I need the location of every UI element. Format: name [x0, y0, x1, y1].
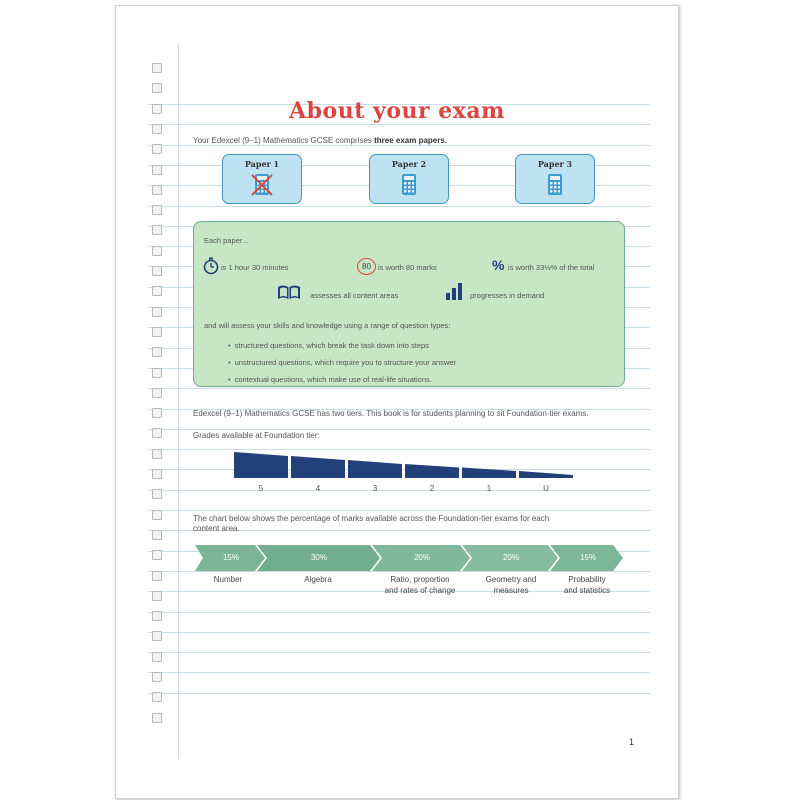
margin-line [178, 44, 179, 758]
category-line: and rates of change [384, 586, 456, 595]
grade-label: 3 [372, 484, 378, 493]
intro-bold: three exam papers. [374, 136, 448, 145]
content-split-intro-1: The chart below shows the percentage of marks available across the Foundation-tier exams for each [193, 514, 550, 523]
binder-hole [152, 266, 162, 276]
tiers-text: Edexcel (9–1) Mathematics GCSE has two tiers. This book is for students planning to sit Foundation-tier exams. [193, 409, 589, 418]
weight-text: is worth 33⅓% of the total [508, 263, 595, 272]
page-title: About your exam [289, 98, 505, 124]
category-line: Algebra [304, 575, 332, 584]
calculator-icon [544, 173, 566, 197]
grade-label: 5 [258, 484, 264, 493]
grade-label: U [543, 484, 549, 493]
ruled-line [148, 206, 650, 207]
category-line: and statistics [563, 586, 611, 595]
binder-hole [152, 428, 162, 438]
binder-hole [152, 307, 162, 317]
demand-text: progresses in demand [470, 291, 545, 300]
paper-1-label: Paper 1 [244, 159, 280, 169]
binder-hole [152, 692, 162, 702]
binder-hole [152, 63, 162, 73]
category-label [552, 574, 622, 596]
grade-bars-chart [234, 450, 584, 480]
binder-hole [152, 652, 162, 662]
paper-3-card [515, 154, 595, 204]
grade-bar [405, 464, 459, 478]
page-number: 1 [628, 737, 634, 747]
question-type-item: • contextual questions, which make use of real-life situations. [228, 375, 432, 384]
ruled-line [148, 429, 650, 430]
grade-bar [462, 468, 516, 479]
binder-hole [152, 631, 162, 641]
question-type-item: • structured questions, which break the task down into steps [228, 341, 429, 350]
binder-hole [152, 510, 162, 520]
ruled-line [148, 388, 650, 389]
ruled-line [148, 672, 650, 673]
duration-text: is 1 hour 30 minutes [221, 263, 289, 272]
percent-label: 15% [222, 553, 239, 562]
skills-text: and will assess your skills and knowledge using a range of question types: [204, 321, 451, 330]
ruled-line [148, 571, 650, 572]
category-label [264, 574, 372, 585]
category-line: Number [213, 575, 243, 584]
grades-heading: Grades available at Foundation tier: [193, 431, 320, 440]
content-area-chevrons [195, 545, 625, 571]
binder-hole [152, 550, 162, 560]
no-calculator-icon [251, 173, 273, 197]
marks-text: is worth 80 marks [378, 263, 437, 272]
binder-hole [152, 83, 162, 93]
binder-hole [152, 591, 162, 601]
binder-hole [152, 246, 162, 256]
ruled-line [148, 145, 650, 146]
ruled-line [148, 124, 650, 125]
ruled-line [148, 510, 650, 511]
binder-hole [152, 205, 162, 215]
binder-hole [152, 286, 162, 296]
category-line: Probability [568, 575, 606, 584]
binder-hole [152, 327, 162, 337]
binder-hole [152, 165, 162, 175]
workbook-page [115, 5, 679, 799]
marks-badge-icon: 80 [357, 258, 376, 275]
content-areas-text: assesses all content areas [310, 291, 399, 300]
binder-hole [152, 408, 162, 418]
binder-hole [152, 124, 162, 134]
binder-hole [152, 347, 162, 357]
ruled-line [148, 632, 650, 633]
percent-icon: % [492, 257, 505, 273]
percent-label: 30% [310, 553, 327, 562]
each-paper-info-box [193, 221, 625, 387]
question-type-item: • unstructured questions, which require you to structure your answer [228, 358, 456, 367]
binder-hole [152, 611, 162, 621]
grade-label: 1 [486, 484, 492, 493]
content-split-intro-2: content area. [193, 524, 240, 533]
bar-chart-icon [445, 282, 463, 300]
category-label [374, 574, 466, 596]
ruled-line [148, 693, 650, 694]
category-label [471, 574, 551, 596]
binder-hole [152, 368, 162, 378]
paper-2-label: Paper 2 [391, 159, 427, 169]
binder-hole [152, 713, 162, 723]
binder-hole [152, 489, 162, 499]
ruled-line [148, 490, 650, 491]
grade-label: 4 [315, 484, 321, 493]
category-line: Ratio, proportion [390, 575, 450, 584]
grade-bar [348, 460, 402, 478]
binder-hole [152, 185, 162, 195]
binder-hole [152, 571, 162, 581]
ruled-line [148, 652, 650, 653]
paper-3-label: Paper 3 [537, 159, 573, 169]
intro-prefix: Your Edexcel (9–1) Mathematics GCSE comprises [193, 136, 375, 145]
grade-bar [234, 452, 288, 478]
binder-hole [152, 144, 162, 154]
category-label [198, 574, 258, 585]
grade-bar [291, 456, 345, 478]
ruled-line [148, 612, 650, 613]
grade-bar [519, 471, 573, 478]
stopwatch-icon [203, 257, 219, 275]
binder-hole [152, 449, 162, 459]
calculator-icon [398, 173, 420, 197]
paper-2-card [369, 154, 449, 204]
binder-hole [152, 672, 162, 682]
info-heading: Each paper... [204, 236, 249, 245]
binder-hole [152, 388, 162, 398]
percent-label: 20% [413, 553, 430, 562]
binder-hole [152, 225, 162, 235]
open-book-icon [277, 284, 301, 300]
paper-1-card [222, 154, 302, 204]
grade-label: 2 [429, 484, 435, 493]
binder-hole [152, 469, 162, 479]
category-line: measures [493, 586, 529, 595]
percent-label: 20% [502, 553, 519, 562]
percent-label: 15% [579, 553, 596, 562]
binder-hole [152, 530, 162, 540]
intro-text [193, 136, 447, 145]
category-line: Geometry and [485, 575, 537, 584]
